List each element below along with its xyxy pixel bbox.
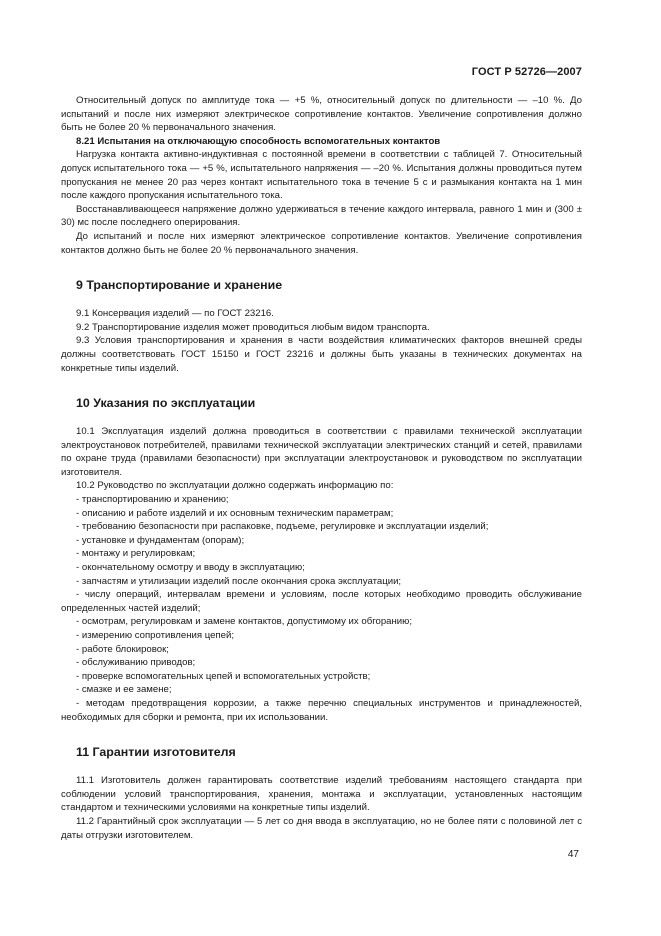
section-heading: 9 Транспортирование и хранение bbox=[76, 278, 283, 293]
paragraph: 11.1 Изготовитель должен гарантировать соответствие изделий требованиям настоящего стандарта при соблюдении условий транспортирования, хранения, монтажа и эксплуатации, установленных настоящим стандартом и техническими условиями на конкретные типы изделий. bbox=[61, 775, 582, 814]
list-item: - числу операций, интервалам времени и условиям, после которых необходимо проводить обслуживание определенных частей изделий; bbox=[61, 589, 582, 614]
list-item: - описанию и работе изделий и их основным техническим параметрам; bbox=[76, 507, 394, 519]
list-item: - окончательному осмотру и вводу в эксплуатацию; bbox=[76, 562, 305, 574]
paragraph: 9.2 Транспортирование изделия может проводиться любым видом транспорта. bbox=[76, 321, 430, 333]
paragraph: Восстанавливающееся напряжение должно удерживаться в течение каждого интервала, равного 1 мин и (300 ± 30) мс после последнего оперирования. bbox=[61, 203, 582, 229]
list-item: - методам предотвращения коррозии, а также перечню специальных инструментов и принадлежностей, необходимых для сборки и ремонта, при их использовании. bbox=[61, 697, 582, 723]
list-item: - смазке и ее замене; bbox=[76, 684, 172, 696]
page-number: 47 bbox=[567, 849, 579, 860]
paragraph: 9.1 Консервация изделий — по ГОСТ 23216. bbox=[76, 308, 274, 320]
paragraph: 11.2 Гарантийный срок эксплуатации — 5 лет со дня ввода в эксплуатацию, но не более пяти с половиной лет с даты отгрузки изготовителем. bbox=[61, 815, 582, 841]
section-heading: 11 Гарантии изготовителя bbox=[76, 745, 236, 760]
list-item: - монтажу и регулировкам; bbox=[76, 548, 196, 560]
paragraph: Относительный допуск по амплитуде тока — +5 %, относительный допуск по длительности — –10 %. До испытаний и после них измеряют электрическое сопротивление контактов. Увеличение сопротивления должно быть не более 20 % первоначального значения. bbox=[61, 95, 582, 134]
list-item: - обслуживанию приводов; bbox=[76, 657, 196, 669]
section-heading: 10 Указания по эксплуатации bbox=[76, 396, 256, 411]
paragraph: 10.2 Руководство по эксплуатации должно содержать информацию по: bbox=[76, 480, 394, 492]
paragraph: До испытаний и после них измеряют электрическое сопротивление контактов. Увеличение сопротивления контактов должно быть не более 20 % первоначального значения. bbox=[61, 230, 582, 256]
subsection-heading: 8.21 Испытания на отключающую способность вспомогательных контактов bbox=[76, 135, 441, 147]
paragraph: Нагрузка контакта активно-индуктивная с постоянной времени в соответствии с таблицей 7. Относительный допуск испытательного тока — +5 %, испытательного напряжения — –20 %. Испытания должны проводиться путем пропускания не менее 20 раз через контакт испытательного тока в течение 5 с и размыкания контакта на 1 мин после каждого пропускания испытательного тока. bbox=[61, 149, 582, 202]
list-item: - осмотрам, регулировкам и замене контактов, допустимому их обгоранию; bbox=[76, 616, 413, 628]
list-item: - требованию безопасности при распаковке, подъеме, регулировке и эксплуатации изделий; bbox=[76, 521, 489, 533]
list-item: - измерению сопротивления цепей; bbox=[76, 630, 234, 641]
paragraph: 10.1 Эксплуатация изделий должна проводиться в соответствии с правилами технической эксплуатации электроустановок потребителей, правилами технической эксплуатации электрических станций и сетей, правилами по охране труда (правилами безопасности) при эксплуатации электроустановок и руководством по эксплуатации изготовителя. bbox=[61, 426, 582, 478]
document-body bbox=[61, 94, 582, 842]
standard-designation: ГОСТ Р 52726—2007 bbox=[471, 66, 582, 78]
list-item: - работе блокировок; bbox=[76, 643, 169, 655]
list-item: - установке и фундаментам (опорам); bbox=[76, 534, 245, 546]
paragraph: 9.3 Условия транспортирования и хранения в части воздействия климатических факторов внешней среды должны соответствовать ГОСТ 15150 и ГОСТ 23216 и должны быть указаны в технических документах на конкретные типы изделий. bbox=[61, 335, 582, 374]
list-item: - транспортированию и хранению; bbox=[76, 494, 229, 506]
list-item: - проверке вспомогательных цепей и вспомогательных устройств; bbox=[76, 670, 371, 682]
list-item: - запчастям и утилизации изделий после окончания срока эксплуатации; bbox=[76, 575, 402, 587]
